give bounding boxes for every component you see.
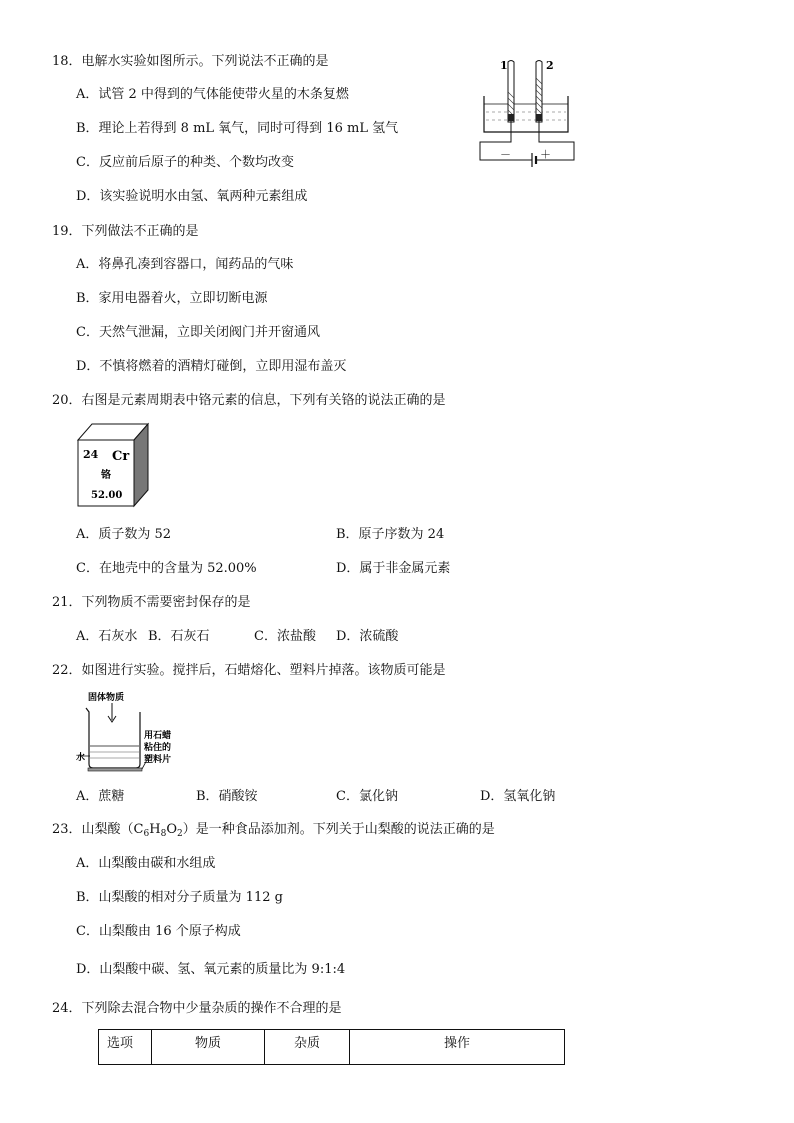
table-header-option: 选项 bbox=[99, 1030, 152, 1065]
q22-option-a: A．蔗糖 bbox=[76, 789, 125, 804]
q23-o: O bbox=[166, 822, 177, 837]
plus-sign: ＋ bbox=[540, 148, 551, 161]
q22-stem: 22．如图进行实验。搅拌后，石蜡熔化、塑料片掉落。该物质可能是 bbox=[52, 663, 446, 678]
table-header-row bbox=[99, 1030, 565, 1065]
tube2-label: 2 bbox=[546, 59, 554, 72]
q18-option-b: B．理论上若得到 8 mL 氧气，同时可得到 16 mL 氢气 bbox=[76, 121, 399, 136]
water-label: 水 bbox=[76, 753, 86, 763]
q18-option-c: C．反应前后原子的种类、个数均改变 bbox=[76, 155, 294, 170]
q24-stem: 24．下列除去混合物中少量杂质的操作不合理的是 bbox=[52, 1001, 342, 1016]
q19-stem: 19．下列做法不正确的是 bbox=[52, 224, 199, 239]
q23-sub-oxygen: 2 bbox=[176, 829, 183, 839]
q22-option-c: C．氯化钠 bbox=[336, 789, 398, 804]
q20-option-d: D．属于非金属元素 bbox=[336, 561, 451, 576]
q23-sub-hydrogen: 8 bbox=[160, 829, 167, 839]
beaker-figure bbox=[76, 688, 188, 774]
table-header-substance: 物质 bbox=[152, 1030, 265, 1065]
q19-option-a: A．将鼻孔凑到容器口，闻药品的气味 bbox=[76, 257, 294, 272]
q23-h: H bbox=[149, 822, 161, 837]
q19-option-d: D．不慎将燃着的酒精灯碰倒，立即用湿布盖灭 bbox=[76, 359, 347, 374]
side-label-3: 塑料片 bbox=[144, 755, 172, 765]
side-label-1: 用石蜡 bbox=[144, 731, 172, 741]
q23-option-c: C．山梨酸由 16 个原子构成 bbox=[76, 924, 241, 939]
q20-stem: 20．右图是元素周期表中铬元素的信息，下列有关铬的说法正确的是 bbox=[52, 393, 446, 408]
table-header-operation: 操作 bbox=[350, 1030, 565, 1065]
q18-option-d: D．该实验说明水由氢、氧两种元素组成 bbox=[76, 189, 308, 204]
q23-stem-before: 23．山梨酸（C bbox=[52, 822, 144, 837]
q18-stem: 18．电解水实验如图所示。下列说法不正确的是 bbox=[52, 54, 329, 69]
q19-option-c: C．天然气泄漏，立即关闭阀门并开窗通风 bbox=[76, 325, 320, 340]
q18-option-a: A．试管 2 中得到的气体能使带火星的木条复燃 bbox=[76, 87, 349, 102]
q21-option-d: D．浓硫酸 bbox=[336, 629, 399, 644]
element-number: 24 bbox=[83, 448, 99, 461]
q23-sub-carbon: 6 bbox=[143, 829, 150, 839]
table-header-impurity: 杂质 bbox=[265, 1030, 350, 1065]
side-label-2: 粘住的 bbox=[144, 743, 172, 753]
q23-stem bbox=[52, 818, 495, 837]
q22-option-d: D．氢氧化钠 bbox=[480, 789, 556, 804]
element-symbol: Cr bbox=[112, 449, 130, 464]
q21-option-a: A．石灰水 bbox=[76, 629, 138, 644]
impurity-table bbox=[98, 1029, 565, 1065]
tube1-label: 1 bbox=[500, 59, 508, 72]
element-card-figure bbox=[76, 420, 152, 510]
q20-option-a: A．质子数为 52 bbox=[76, 527, 172, 542]
q23-option-b: B．山梨酸的相对分子质量为 112 g bbox=[76, 890, 283, 905]
q20-option-b: B．原子序数为 24 bbox=[336, 527, 445, 542]
q21-option-c: C．浓盐酸 bbox=[254, 629, 316, 644]
q23-option-d: D．山梨酸中碳、氢、氧元素的质量比为 9:1:4 bbox=[76, 962, 346, 977]
element-mass: 52.00 bbox=[91, 490, 123, 501]
q23-stem-after: ）是一种食品添加剂。下列关于山梨酸的说法正确的是 bbox=[182, 822, 495, 837]
q19-option-b: B．家用电器着火，立即切断电源 bbox=[76, 291, 268, 306]
element-name: 铬 bbox=[101, 470, 111, 481]
minus-sign: － bbox=[500, 148, 511, 161]
electrolysis-figure bbox=[478, 56, 578, 168]
q21-stem: 21．下列物质不需要密封保存的是 bbox=[52, 595, 251, 610]
q21-option-b: B．石灰石 bbox=[148, 629, 210, 644]
q20-option-c: C．在地壳中的含量为 52.00% bbox=[76, 561, 257, 576]
solid-label: 固体物质 bbox=[88, 693, 125, 703]
q23-option-a: A．山梨酸由碳和水组成 bbox=[76, 856, 216, 871]
q22-option-b: B．硝酸铵 bbox=[196, 789, 258, 804]
